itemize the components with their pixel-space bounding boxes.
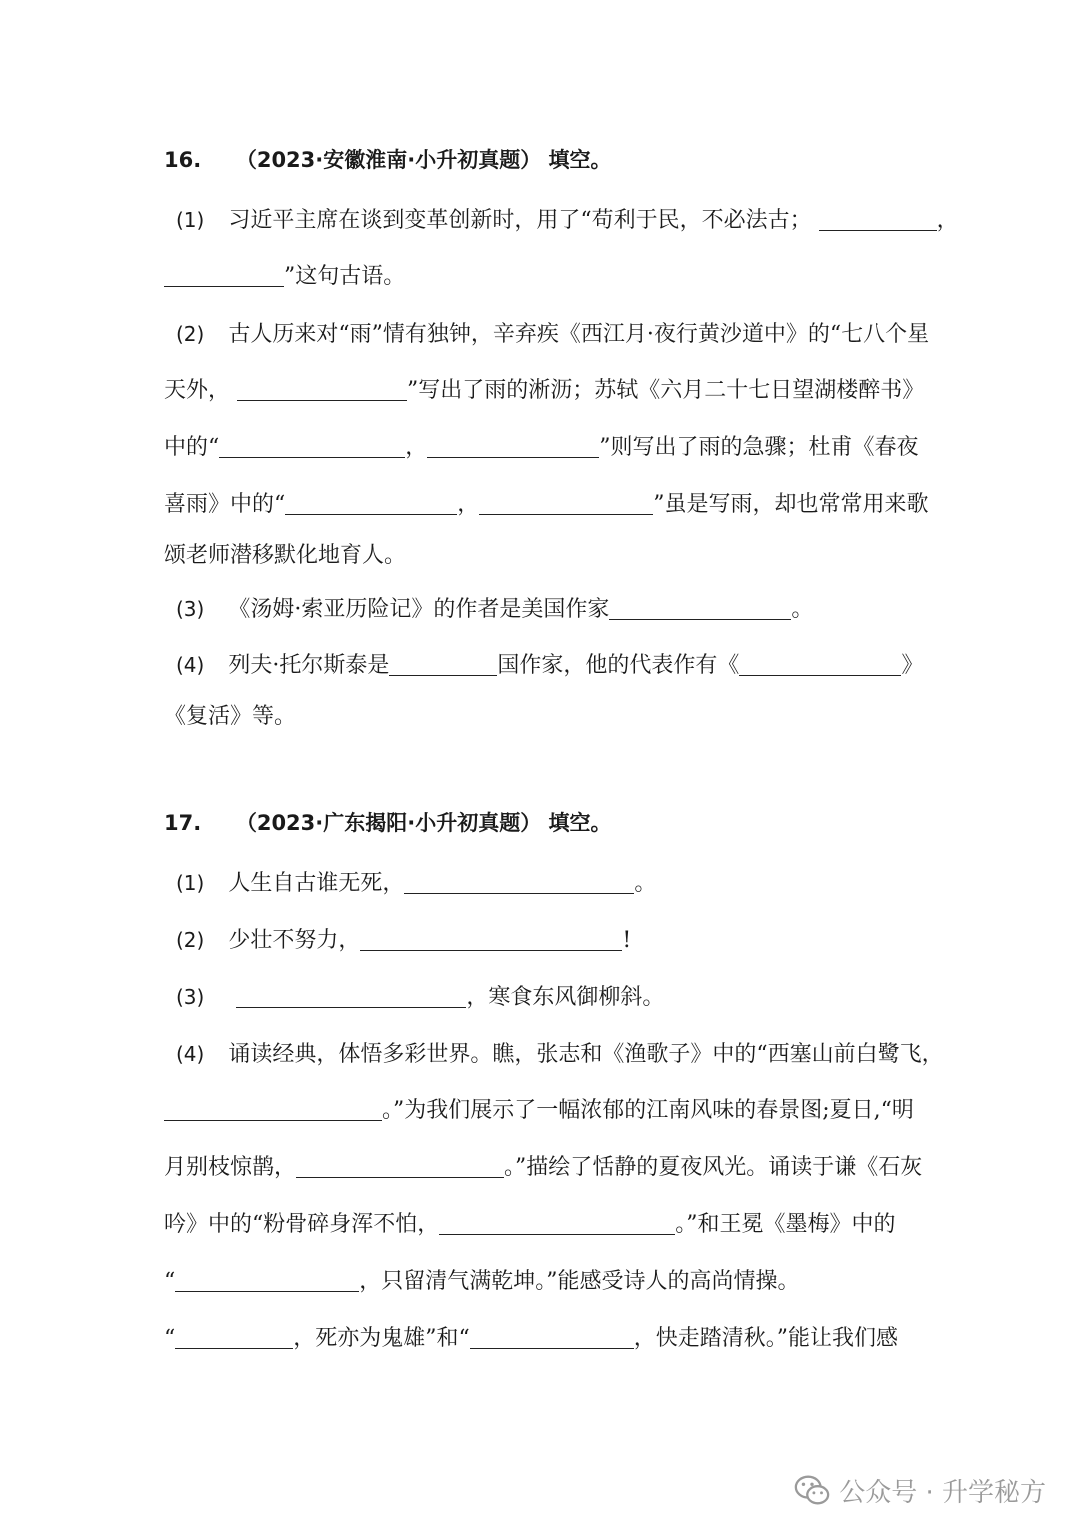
- q17-p1-label: (1): [176, 871, 205, 895]
- q16-p4-line1: [176, 650, 923, 681]
- q17-p4-text: 。”和王冕《墨梅》中的: [675, 1212, 896, 1237]
- answer-blank[interactable]: [237, 376, 407, 401]
- q16-header: [164, 145, 612, 175]
- q16-p4-label: (4): [176, 653, 205, 677]
- answer-blank[interactable]: [389, 651, 497, 676]
- q16-p1-label: (1): [176, 208, 205, 232]
- q16-p4-text: 国作家，他的代表作有《: [497, 653, 740, 678]
- answer-blank[interactable]: [819, 206, 937, 231]
- q17-p2-text: 少壮不努力，: [228, 928, 361, 953]
- q17-p4-text: 诵读经典，体悟多彩世界。瞧，张志和《渔歌子》中的“西塞山前白鹭飞，: [228, 1042, 944, 1067]
- q17-p3-line: [176, 982, 664, 1013]
- q17-p4-text: ，只留清气满乾坤。”能感受诗人的高尚情操。: [359, 1269, 800, 1294]
- q17-p4-line2: [164, 1096, 914, 1126]
- q16-instruction: 填空。: [548, 148, 612, 172]
- q16-p1-text: 习近平主席在谈到变革创新时，用了“苟利于民，不必法古；: [228, 208, 812, 233]
- q16-number: 16.: [164, 148, 202, 172]
- q17-p2-line: [176, 925, 631, 956]
- answer-blank[interactable]: [296, 1153, 504, 1178]
- answer-blank[interactable]: [236, 983, 466, 1008]
- q16-p2-text: 天外，: [164, 378, 231, 403]
- answer-blank[interactable]: [285, 490, 457, 515]
- q16-p3-text: 《汤姆·索亚历险记》的作者是美国作家: [228, 597, 610, 622]
- q17-header: [164, 808, 612, 838]
- q17-p4-text: “: [164, 1326, 176, 1351]
- q16-source: （2023·安徽淮南·小升初真题）: [235, 148, 542, 172]
- answer-blank[interactable]: [175, 1267, 359, 1292]
- q16-p2-text: ，: [457, 492, 480, 517]
- q17-p3-label: (3): [176, 985, 205, 1009]
- q16-p2-text: 喜雨》中的“: [164, 492, 286, 517]
- q17-p4-text: 。”描绘了恬静的夏夜风光。诵读于谦《石灰: [504, 1155, 923, 1180]
- q16-p2-text: ”写出了雨的淅沥；苏轼《六月二十七日望湖楼醉书》: [407, 378, 925, 403]
- q16-p3-line1: [176, 594, 813, 625]
- q17-p4-line3: [164, 1153, 922, 1183]
- q17-p4-text: ，死亦为鬼雄”和“: [293, 1326, 470, 1351]
- q16-p1-text: ，: [936, 208, 959, 233]
- q16-p2-line2: [164, 376, 924, 406]
- q16-p2-text: 中的“: [164, 435, 220, 460]
- q16-p2-line3: [164, 433, 919, 463]
- answer-blank[interactable]: [427, 433, 599, 458]
- q17-p4-text: ，快走踏清秋。”能让我们感: [633, 1326, 898, 1351]
- q17-p1-line: [176, 868, 656, 899]
- q17-p1-text: 。: [634, 871, 657, 896]
- q17-p2-text: !: [622, 928, 632, 953]
- q17-p4-line6: [164, 1324, 898, 1354]
- q17-p4-label: (4): [176, 1042, 205, 1066]
- q16-p1-line2: [164, 262, 405, 292]
- q17-p4-line5: [164, 1267, 800, 1297]
- answer-blank[interactable]: [739, 651, 901, 676]
- q17-p4-line1: [176, 1039, 944, 1070]
- answer-blank[interactable]: [219, 433, 405, 458]
- answer-blank[interactable]: [404, 869, 634, 894]
- q16-p3-text: 。: [791, 597, 814, 622]
- q16-p4-text: 《复活》等。: [164, 704, 297, 729]
- q16-p2-text: ”虽是写雨，却也常常用来歌: [653, 492, 929, 517]
- q17-source: （2023·广东揭阳·小升初真题）: [235, 811, 542, 835]
- q17-p4-text: 月别枝惊鹊，: [164, 1155, 297, 1180]
- q16-p3-label: (3): [176, 597, 205, 621]
- q16-p1-text: ”这句古语。: [284, 264, 406, 289]
- answer-blank[interactable]: [175, 1324, 293, 1349]
- q17-p4-text: 吟》中的“粉骨碎身浑不怕，: [164, 1212, 440, 1237]
- q16-p2-text: 古人历来对“雨”情有独钟，辛弃疾《西江月·夜行黄沙道中》的“七八个星: [228, 322, 930, 347]
- answer-blank[interactable]: [470, 1324, 634, 1349]
- q16-p2-line5: [164, 541, 406, 571]
- q16-p4-text: 列夫·托尔斯泰是: [228, 653, 390, 678]
- q17-p4-line4: [164, 1210, 896, 1240]
- q17-p2-label: (2): [176, 928, 205, 952]
- q17-p4-text: 。”为我们展示了一幅浓郁的江南风味的春景图;夏日,“明: [382, 1098, 914, 1123]
- q16-p4-text: 》: [901, 653, 924, 678]
- q16-p2-label: (2): [176, 322, 205, 346]
- q16-p2-line1: [176, 319, 929, 350]
- answer-blank[interactable]: [609, 595, 791, 620]
- q17-number: 17.: [164, 811, 202, 835]
- wechat-icon: [793, 1471, 831, 1509]
- answer-blank[interactable]: [360, 926, 622, 951]
- q17-instruction: 填空。: [548, 811, 612, 835]
- watermark: [793, 1471, 1046, 1509]
- q17-p1-text: 人生自古谁无死，: [228, 871, 405, 896]
- answer-blank[interactable]: [479, 490, 653, 515]
- q16-p2-text: ”则写出了雨的急骤；杜甫《春夜: [599, 435, 919, 460]
- q16-p1-line1: [176, 205, 959, 236]
- answer-blank[interactable]: [439, 1210, 675, 1235]
- watermark-text: 公众号 · 升学秘方: [839, 1477, 1046, 1508]
- q17-p4-text: “: [164, 1269, 176, 1294]
- answer-blank[interactable]: [164, 1096, 382, 1121]
- q17-p3-text: ，寒食东风御柳斜。: [466, 985, 665, 1010]
- q16-p2-line4: [164, 490, 929, 520]
- q16-p2-text: 颂老师潜移默化地育人。: [164, 543, 407, 568]
- answer-blank[interactable]: [164, 262, 284, 287]
- q16-p2-text: ，: [405, 435, 428, 460]
- q16-p4-line2: [164, 702, 296, 732]
